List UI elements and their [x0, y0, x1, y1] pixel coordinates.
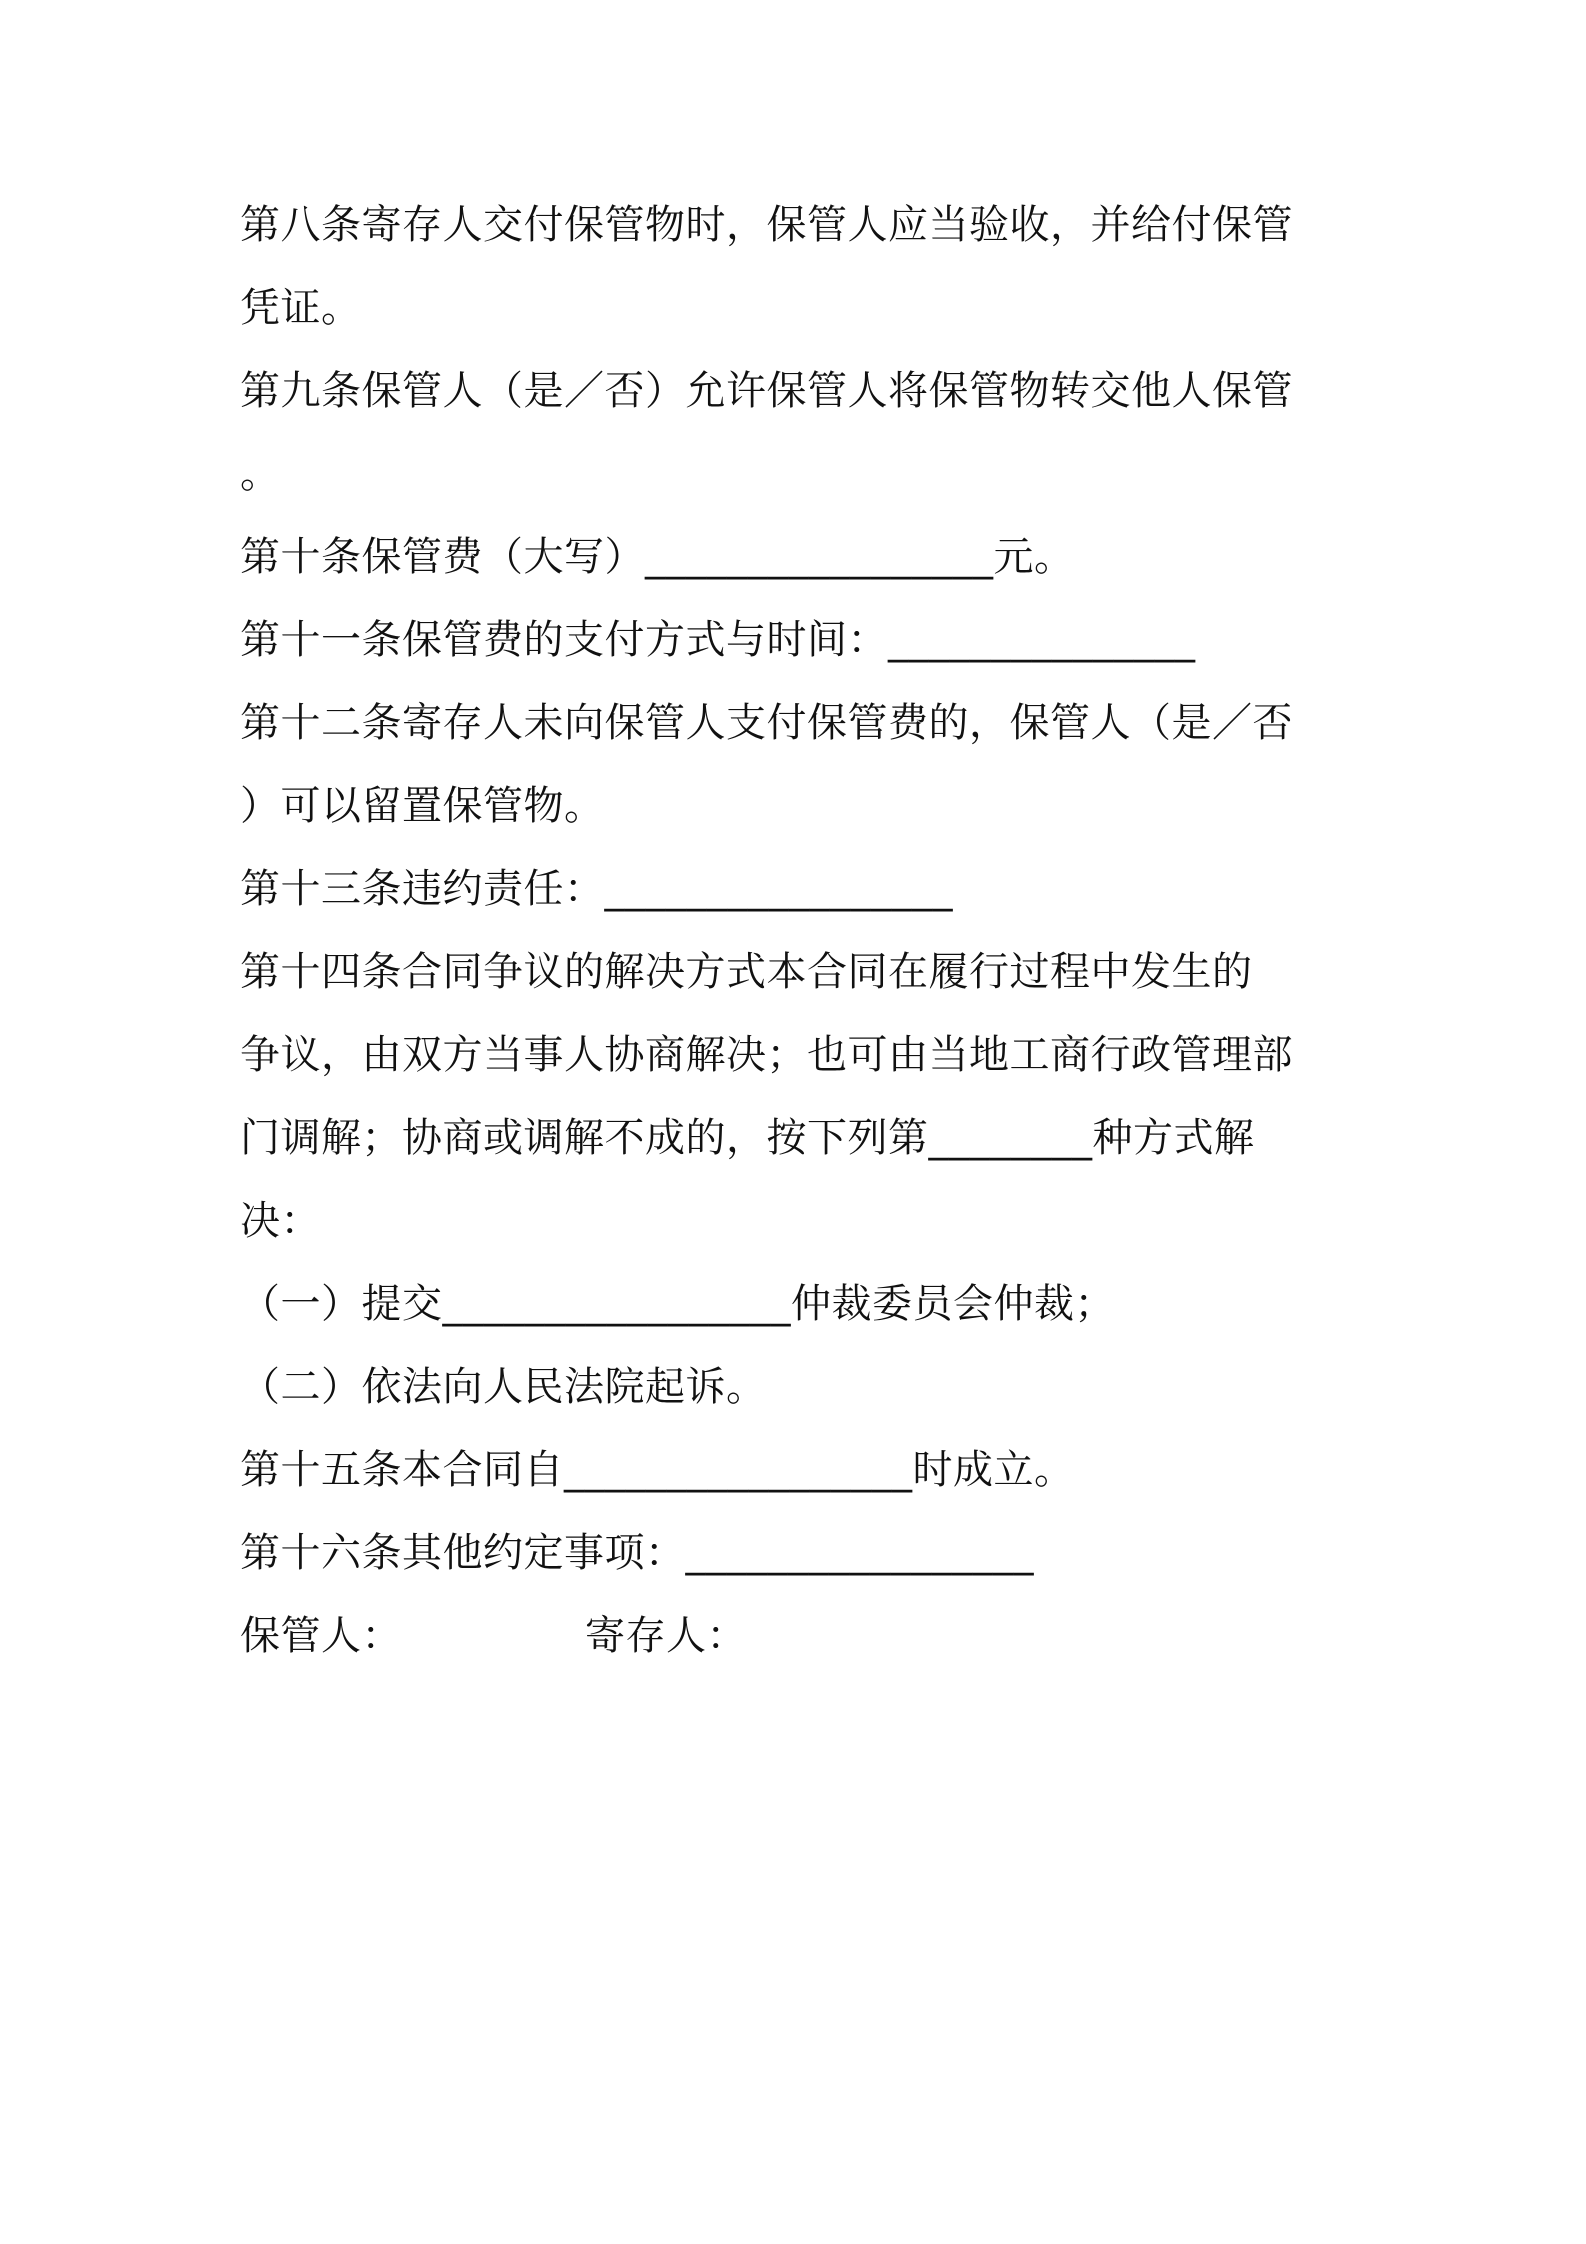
clause-12-line-1: 第十二条寄存人未向保管人支付保管费的，保管人（是／否	[240, 700, 1293, 746]
clause-14-option-2: （二）依法向人民法院起诉。	[240, 1364, 767, 1410]
keeper-signature-label: 保管人：	[240, 1613, 402, 1659]
clause-14-line-4: 决：	[240, 1198, 321, 1244]
clause-14-option-1: （一）提交_________________仲裁委员会仲裁；	[240, 1281, 1115, 1327]
clause-8-line-1: 第八条寄存人交付保管物时，保管人应当验收，并给付保管	[240, 202, 1293, 248]
depositor-signature-label: 寄存人：	[585, 1613, 747, 1659]
clause-9-line-1: 第九条保管人（是／否）允许保管人将保管物转交他人保管	[240, 368, 1293, 414]
clause-14-line-3: 门调解；协商或调解不成的，按下列第________种方式解	[240, 1115, 1255, 1161]
clause-11: 第十一条保管费的支付方式与时间：_______________	[240, 617, 1196, 663]
clause-12-line-2: ）可以留置保管物。	[240, 783, 605, 829]
clause-10: 第十条保管费（大写）_________________元。	[240, 534, 1075, 580]
clause-14-line-1: 第十四条合同争议的解决方式本合同在履行过程中发生的	[240, 949, 1253, 995]
clause-9-line-2: 。	[240, 451, 281, 497]
clause-13: 第十三条违约责任：_________________	[240, 866, 953, 912]
clause-8-line-2: 凭证。	[240, 285, 362, 331]
clause-15: 第十五条本合同自_________________时成立。	[240, 1447, 1075, 1493]
clause-14-line-2: 争议，由双方当事人协商解决；也可由当地工商行政管理部	[240, 1032, 1293, 1078]
clause-16: 第十六条其他约定事项：_________________	[240, 1530, 1034, 1576]
